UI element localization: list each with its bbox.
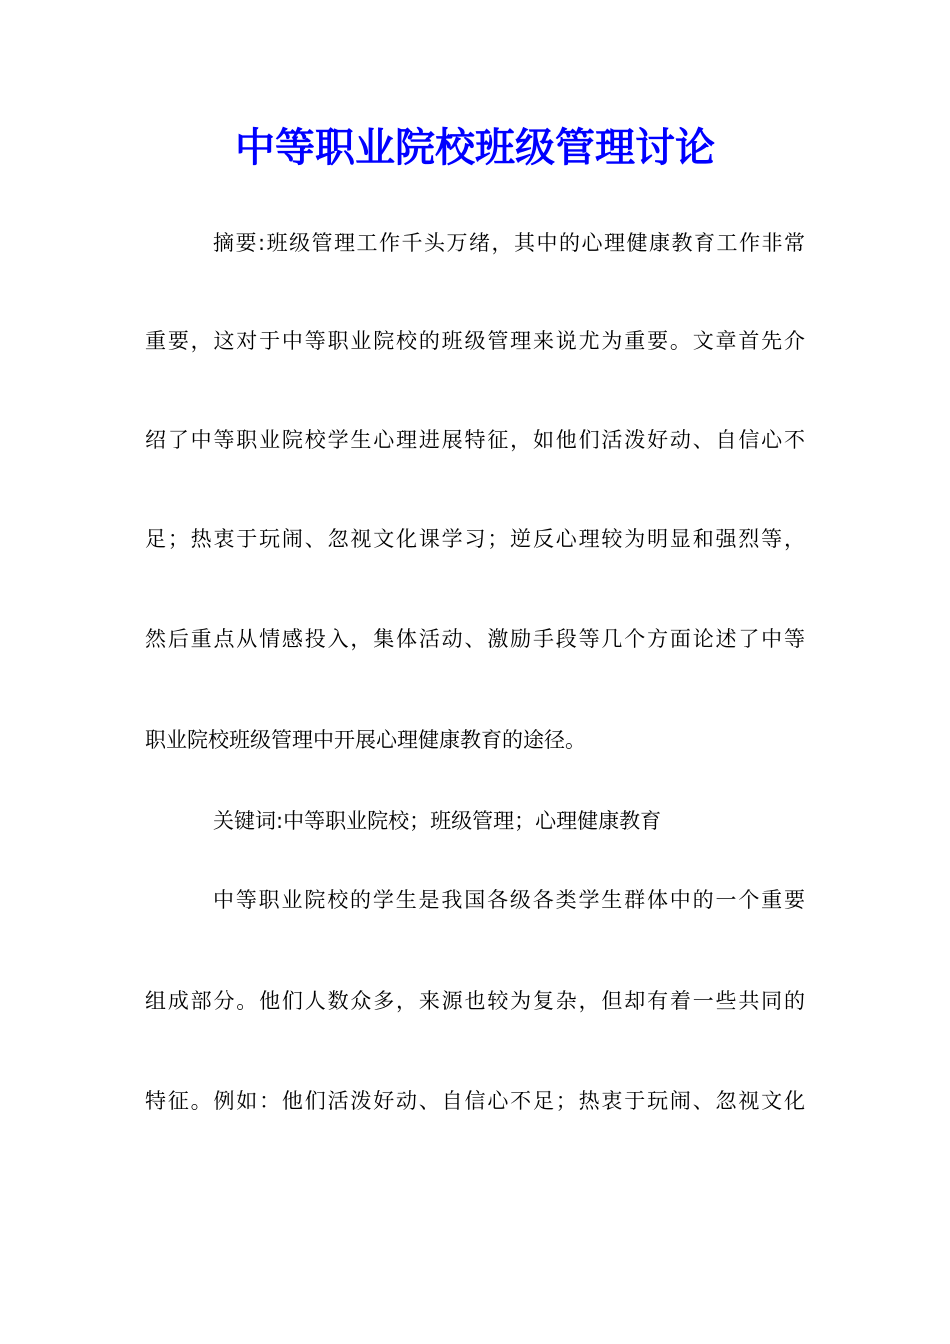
body-line-3: 特征。例如：他们活泼好动、自信心不足；热衷于玩闹、忽视文化 <box>145 1089 805 1113</box>
keywords-line: 关键词:中等职业院校；班级管理；心理健康教育 <box>213 809 662 833</box>
abstract-line-5: 然后重点从情感投入，集体活动、激励手段等几个方面论述了中等 <box>145 627 805 651</box>
abstract-line-2: 重要，这对于中等职业院校的班级管理来说尤为重要。文章首先介 <box>145 329 805 353</box>
abstract-line-4: 足；热衷于玩闹、忽视文化课学习；逆反心理较为明显和强烈等， <box>145 527 805 551</box>
document-title: 中等职业院校班级管理讨论 <box>235 124 715 171</box>
abstract-line-6: 职业院校班级管理中开展心理健康教育的途径。 <box>145 728 586 752</box>
abstract-line-3: 绍了中等职业院校学生心理进展特征，如他们活泼好动、自信心不 <box>145 428 805 452</box>
abstract-line-1: 摘要:班级管理工作千头万绪，其中的心理健康教育工作非常 <box>213 231 805 255</box>
body-line-2: 组成部分。他们人数众多，来源也较为复杂，但却有着一些共同的 <box>145 989 805 1013</box>
body-line-1: 中等职业院校的学生是我国各级各类学生群体中的一个重要 <box>213 888 805 912</box>
